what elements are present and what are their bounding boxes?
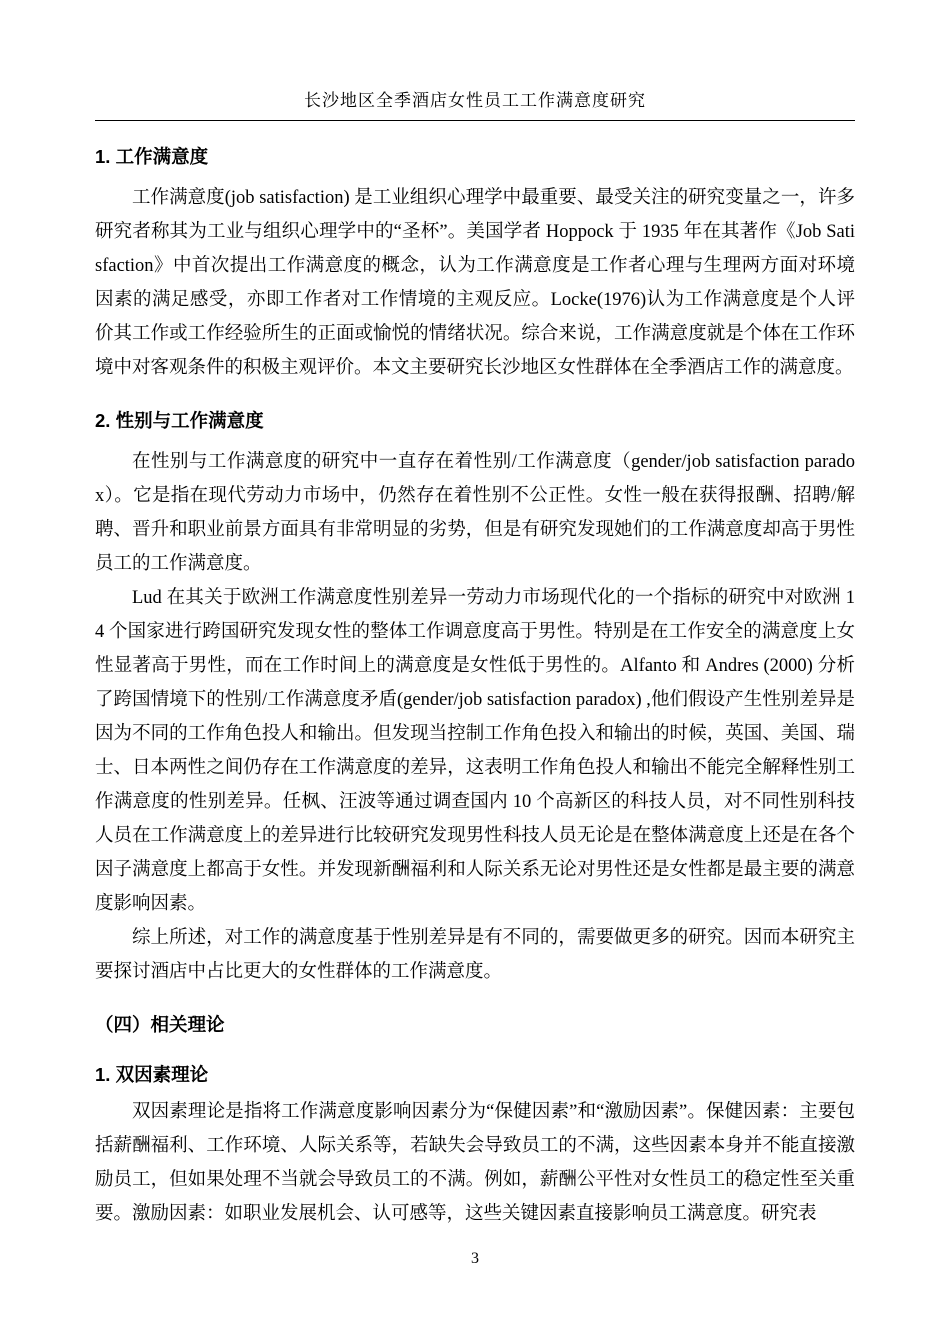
paragraph: 综上所述，对工作的满意度基于性别差异是有不同的，需要做更多的研究。因而本研究主要探讨酒店中占比更大的女性群体的工作满意度。 <box>95 928 855 982</box>
paragraph: Lud 在其关于欧洲工作满意度性别差异一劳动力市场现代化的一个指标的研究中对欧洲 14 个国家进行跨国研究发现女性的整体工作调意度高于男性。特别是在工作安全的满意度上女性显著高于男性，而在工作时间上的满意度是女性低于男性的。Alfanto 和 Andres (2000) 分析了跨国情境下的性别/工作满意度矛盾(gender/job satisfaction paradox) ,他们假设产生性别差异是因为不同的工作角色投人和输出。但发现当控制工作角色投入和输出的时候，英国、美国、瑞士、日本两性之间仍存在工作满意度的差异，这表明工作角色投人和输出不能完全解释性别工作满意度的性别差异。任枫、汪波等通过调查国内 10 个高新区的科技人员，对不同性别科技人员在工作满意度上的差异进行比较研究发现男性科技人员无论是在整体满意度上还是在各个因子满意度上都高于女性。并发现新酬福利和人际关系无论对男性还是女性都是最主要的满意度影响因素。 <box>95 588 855 914</box>
paragraph: 双因素理论是指将工作满意度影响因素分为“保健因素”和“激励因素”。保健因素：主要包括薪酬福利、工作环境、人际关系等，若缺失会导致员工的不满，这些因素本身并不能直接激励员工，但如果处理不当就会导致员工的不满。例如，薪酬公平性对女性员工的稳定性至关重要。激励因素：如职业发展机会、认可感等，这些关键因素直接影响员工满意度。研究表 <box>95 1102 855 1224</box>
page-number: 3 <box>471 1250 479 1267</box>
running-head-title: 长沙地区全季酒店女性员工工作满意度研究 <box>304 91 646 110</box>
document-body <box>95 143 855 1231</box>
paragraph: 工作满意度(job satisfaction) 是工业组织心理学中最重要、最受关注的研究变量之一，许多研究者称其为工业与组织心理学中的“圣杯”。美国学者 Hoppock 于 1935 年在其著作《Job Satisfaction》中首次提出工作满意度的概念，认为工作满意度是工作者心理与生理两方面对环境因素的满足感受，亦即工作者对工作情境的主观反应。Locke(1976)认为工作满意度是个人评价其工作或工作经验所生的正面或愉悦的情绪状况。综合来说，工作满意度就是个体在工作环境中对客观条件的积极主观评价。本文主要研究长沙地区女性群体在全季酒店工作的满意度。 <box>95 188 855 378</box>
running-head <box>95 86 855 121</box>
section-heading-two-factor-theory: 1. 双因素理论 <box>95 1064 209 1085</box>
section-heading-related-theory: （四）相关理论 <box>95 1014 225 1035</box>
section-heading-job-satisfaction: 1. 工作满意度 <box>95 146 209 167</box>
section-heading-gender-job-satisfaction: 2. 性别与工作满意度 <box>95 410 264 431</box>
page-footer <box>0 1250 950 1268</box>
paragraph: 在性别与工作满意度的研究中一直存在着性别/工作满意度（gender/job satisfaction paradox）。它是指在现代劳动力市场中，仍然存在着性别不公正性。女性一般在获得报酬、招聘/解聘、晋升和职业前景方面具有非常明显的劣势，但是有研究发现她们的工作满意度却高于男性员工的工作满意度。 <box>95 452 855 574</box>
